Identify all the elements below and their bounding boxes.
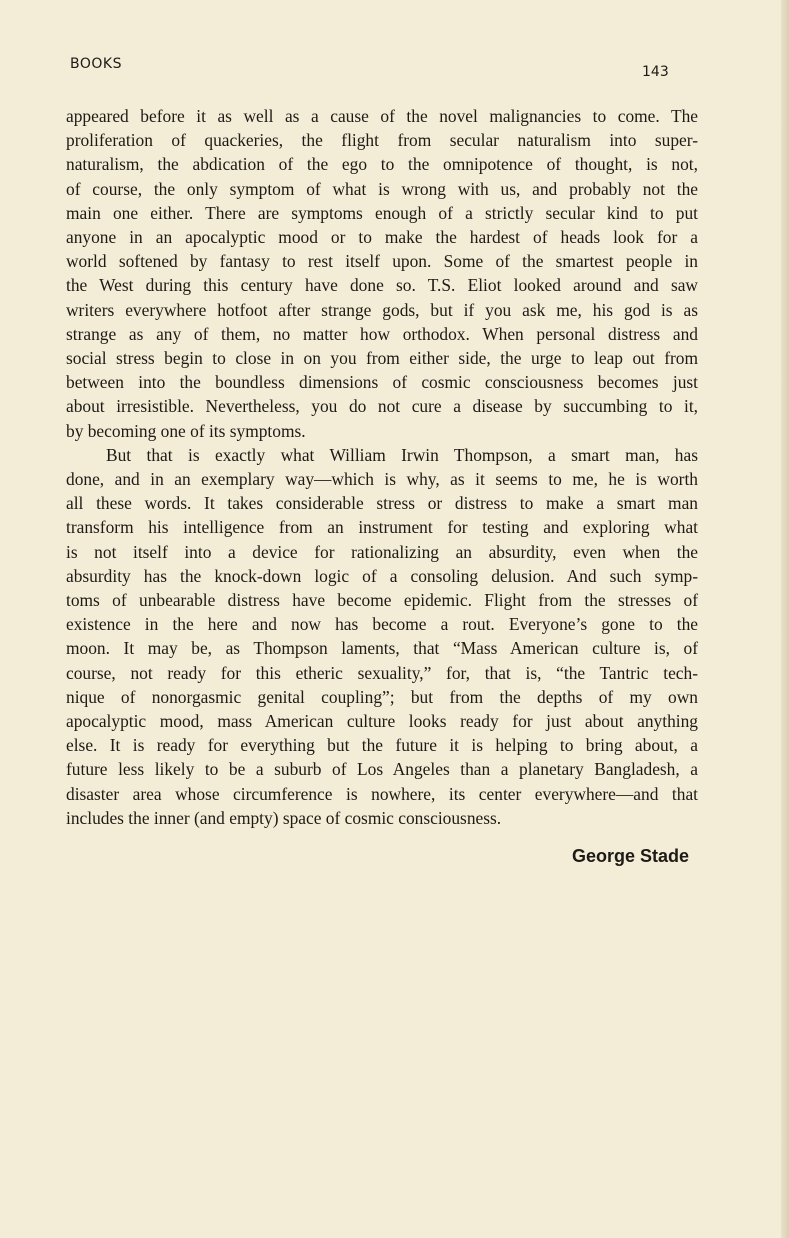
text-line: proliferation of quackeries, the flight from secular naturalism into super- xyxy=(66,130,698,151)
running-head: BOOKS xyxy=(70,56,122,72)
text-line: includes the inner (and empty) space of cosmic consciousness. xyxy=(66,807,502,828)
text-line: about irresistible. Nevertheless, you do not cure a disease by succumbing to it, xyxy=(66,396,698,417)
text-line: nique of nonorgasmic genital coupling”; but from the depths of my own xyxy=(66,686,698,707)
text-line: future less likely to be a suburb of Los Angeles than a planetary Bangladesh, a xyxy=(66,759,698,780)
text-line: social stress begin to close in on you from either side, the urge to leap out from xyxy=(66,348,698,369)
text-line: But that is exactly what William Irwin Thompson, a smart man, has xyxy=(106,444,698,465)
text-line: of course, the only symptom of what is wrong with us, and probably not the xyxy=(66,178,698,199)
text-line: toms of unbearable distress have become epidemic. Flight from the stresses of xyxy=(66,590,698,611)
text-line: strange as any of them, no matter how orthodox. When personal distress and xyxy=(66,323,698,344)
text-line: between into the boundless dimensions of cosmic consciousness becomes just xyxy=(66,372,698,393)
text-line: writers everywhere hotfoot after strange gods, but if you ask me, his god is as xyxy=(66,299,698,320)
text-line: apocalyptic mood, mass American culture looks ready for just about anything xyxy=(66,711,698,732)
page-edge xyxy=(781,0,789,1238)
text-line: is not itself into a device for rationalizing an absurdity, even when the xyxy=(66,541,698,562)
page-number: 143 xyxy=(642,64,669,80)
text-line: the West during this century have done so. T.S. Eliot looked around and saw xyxy=(66,275,698,296)
text-line: absurdity has the knock-down logic of a consoling delusion. And such symp- xyxy=(66,565,698,586)
text-line: course, not ready for this etheric sexuality,” for, that is, “the Tantric tech- xyxy=(66,662,698,683)
author-signature: George Stade xyxy=(571,846,689,866)
text-line: transform his intelligence from an instrument for testing and exploring what xyxy=(66,517,698,538)
text-line: naturalism, the abdication of the ego to the omnipotence of thought, is not, xyxy=(66,154,698,175)
text-line: by becoming one of its symptoms. xyxy=(66,420,306,441)
text-line: moon. It may be, as Thompson laments, that “Mass American culture is, of xyxy=(66,638,698,659)
text-line: world softened by fantasy to rest itself upon. Some of the smartest people in xyxy=(66,251,698,272)
text-line: disaster area whose circumference is nowhere, its center everywhere—and that xyxy=(66,783,698,804)
text-line: main one either. There are symptoms enough of a strictly secular kind to put xyxy=(66,202,698,223)
text-line: appeared before it as well as a cause of the novel malignancies to come. The xyxy=(66,106,698,126)
text-line: done, and in an exemplary way—which is why, as it seems to me, he is worth xyxy=(66,469,698,490)
text-line: existence in the here and now has become a rout. Everyone’s gone to the xyxy=(66,614,698,635)
article-body xyxy=(66,104,698,830)
text-line: anyone in an apocalyptic mood or to make the hardest of heads look for a xyxy=(66,227,698,248)
text-line: else. It is ready for everything but the future it is helping to bring about, a xyxy=(66,735,698,756)
text-line: all these words. It takes considerable stress or distress to make a smart man xyxy=(66,493,698,514)
